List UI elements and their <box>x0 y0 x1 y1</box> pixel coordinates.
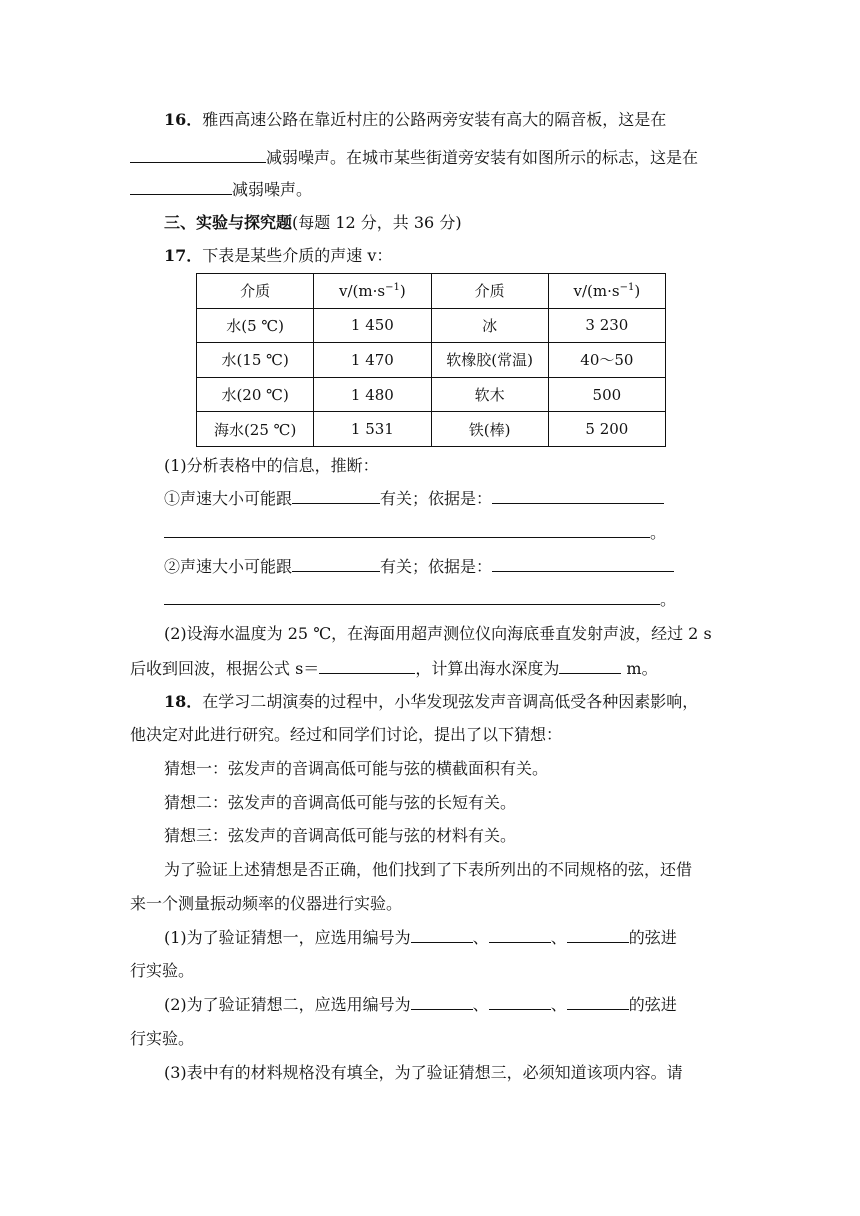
table-cell: 水(15 ℃) <box>197 343 314 378</box>
q17-c1-blank-reason-2[interactable] <box>164 523 650 538</box>
table-cell: 3 230 <box>548 308 665 343</box>
sound-speed-table <box>196 273 666 447</box>
table-cell: 1 531 <box>314 412 431 447</box>
q16-blank-2[interactable] <box>130 180 232 195</box>
q18-sub2-tail: 的弦进 <box>628 995 677 1014</box>
q18-guess-3: 猜想三：弦发声的音调高低可能与弦的材料有关。 <box>164 826 517 845</box>
table-cell: 冰 <box>431 308 548 343</box>
q17-part2-line1: (2)设海水温度为 25 ℃，在海面用超声测位仪向海底垂直发射声波，经过 2 s <box>164 624 712 643</box>
q18-sub1-text: (1)为了验证猜想一，应选用编号为 <box>164 928 411 947</box>
table-cell: 500 <box>548 377 665 412</box>
table-header-row <box>197 274 666 309</box>
section3-note: (每题 12 分，共 36 分) <box>292 213 462 232</box>
q17-depth-blank[interactable] <box>559 659 621 674</box>
q18-sub1-blank-2[interactable] <box>489 928 551 943</box>
table-cell: 软橡胶(常温) <box>431 343 548 378</box>
table-cell: 海水(25 ℃) <box>197 412 314 447</box>
table-cell: 1 450 <box>314 308 431 343</box>
q17-c2-blank-factor[interactable] <box>292 557 380 572</box>
q17-p2-text-b: ，计算出海水深度为 <box>415 659 560 678</box>
q17-conclusion-2 <box>164 557 674 577</box>
table-row <box>197 343 666 378</box>
q17-conclusion-1-cont <box>164 523 666 543</box>
table-cell: 1 480 <box>314 377 431 412</box>
table-cell: 水(20 ℃) <box>197 377 314 412</box>
table-row <box>197 308 666 343</box>
q17-part2-line2 <box>130 659 658 679</box>
q17-c1-text-b: 有关；依据是： <box>380 489 493 508</box>
q18-sub2-line2: 行实验。 <box>130 1029 195 1048</box>
q17-number: 17． <box>164 246 203 265</box>
q17-intro: 下表是某些介质的声速 v： <box>202 246 393 265</box>
q16-number: 16． <box>164 110 203 129</box>
table-cell: 水(5 ℃) <box>197 308 314 343</box>
q16-blank-1[interactable] <box>130 148 266 163</box>
q17-c2-text-b: 有关；依据是： <box>380 557 493 576</box>
q16-line3 <box>130 180 312 200</box>
table-header-cell: 介质 <box>197 274 314 309</box>
table-header-cell: 介质 <box>431 274 548 309</box>
table-row <box>197 412 666 447</box>
q18-sub2-line1 <box>164 995 677 1015</box>
q16-line1 <box>164 110 666 130</box>
q18-sub1-blank-1[interactable] <box>411 928 473 943</box>
period: 。 <box>660 590 677 609</box>
q18-line1 <box>164 692 698 712</box>
q18-number: 18． <box>164 692 203 711</box>
q18-sub2-text: (2)为了验证猜想二，应选用编号为 <box>164 995 411 1014</box>
q18-sub1-line1 <box>164 928 677 948</box>
q17-p2-text-a: 后收到回波，根据公式 s＝ <box>130 659 320 678</box>
section3-heading <box>164 213 462 233</box>
q16-text-2: 减弱噪声。在城市某些街道旁安装有如图所示的标志，这是在 <box>266 148 699 167</box>
table-cell: 40～50 <box>548 343 665 378</box>
q16-line2 <box>130 148 698 168</box>
separator: 、 <box>550 995 567 1014</box>
table-header-cell: $v/(m\cdot s^{-1})$ <box>548 274 665 309</box>
q18-guess-2: 猜想二：弦发声的音调高低可能与弦的长短有关。 <box>164 793 517 812</box>
q18-sub1-blank-3[interactable] <box>567 928 629 943</box>
q18-para-line1: 为了验证上述猜想是否正确，他们找到了下表所列出的不同规格的弦，还借 <box>164 860 693 879</box>
q17-c2-blank-reason[interactable] <box>492 557 674 572</box>
table-cell: 1 470 <box>314 343 431 378</box>
separator: 、 <box>472 928 489 947</box>
q18-sub1-line2: 行实验。 <box>130 961 195 980</box>
q18-para-line2: 来一个测量振动频率的仪器进行实验。 <box>130 894 403 913</box>
q17-conclusion-1 <box>164 489 664 509</box>
q18-sub3-line1: (3)表中有的材料规格没有填全，为了验证猜想三，必须知道该项内容。请 <box>164 1063 683 1082</box>
q18-guess-1: 猜想一：弦发声的音调高低可能与弦的横截面积有关。 <box>164 759 549 778</box>
q17-intro-line <box>164 246 392 266</box>
q18-sub1-tail: 的弦进 <box>628 928 677 947</box>
q17-c1-blank-reason[interactable] <box>492 489 664 504</box>
q16-text-3: 减弱噪声。 <box>232 180 313 199</box>
period: 。 <box>650 523 667 542</box>
table-cell: 软木 <box>431 377 548 412</box>
q17-formula-blank[interactable] <box>319 659 415 674</box>
table-row <box>197 377 666 412</box>
table-cell: 5 200 <box>548 412 665 447</box>
q17-c2-text-a: ②声速大小可能跟 <box>164 557 293 576</box>
q17-c2-blank-reason-2[interactable] <box>164 590 660 605</box>
q17-p2-text-c: m。 <box>621 659 658 678</box>
q18-sub2-blank-1[interactable] <box>411 995 473 1010</box>
q17-part1-intro: (1)分析表格中的信息，推断： <box>164 456 379 475</box>
table-cell: 铁(棒) <box>431 412 548 447</box>
separator: 、 <box>550 928 567 947</box>
q18-sub2-blank-2[interactable] <box>489 995 551 1010</box>
q18-line2: 他决定对此进行研究。经过和同学们讨论，提出了以下猜想： <box>130 725 563 744</box>
q17-conclusion-2-cont <box>164 590 676 610</box>
separator: 、 <box>472 995 489 1014</box>
q18-text-1: 在学习二胡演奏的过程中，小华发现弦发声音调高低受各种因素影响， <box>202 692 699 711</box>
section3-title: 三、实验与探究题 <box>164 213 293 232</box>
q17-c1-text-a: ①声速大小可能跟 <box>164 489 293 508</box>
q16-text-1: 雅西高速公路在靠近村庄的公路两旁安装有高大的隔音板，这是在 <box>202 110 667 129</box>
q17-c1-blank-factor[interactable] <box>292 489 380 504</box>
table-header-cell: $v/(m\cdot s^{-1})$ <box>314 274 431 309</box>
q18-sub2-blank-3[interactable] <box>567 995 629 1010</box>
